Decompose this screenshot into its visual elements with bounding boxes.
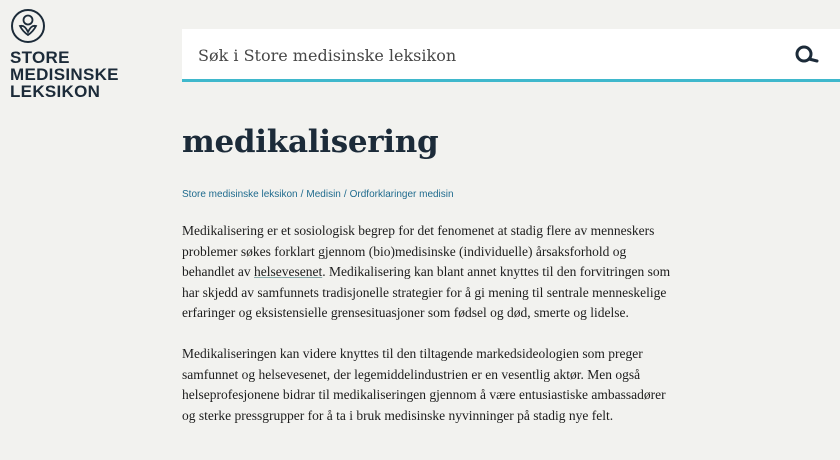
logo-icon (10, 8, 46, 44)
logo-line-1: STORE (10, 48, 70, 67)
breadcrumb-item-medisin[interactable]: Medisin (306, 189, 341, 200)
breadcrumb-separator: / (300, 189, 304, 200)
logo-line-3: LEKSIKON (10, 82, 101, 101)
helsevesenet-link[interactable]: helsevesenet (253, 264, 323, 280)
logo-line-2: MEDISINSKE (10, 65, 119, 84)
article-paragraph-1 (182, 221, 682, 324)
search-input[interactable] (198, 42, 758, 68)
paragraph-text: Medikalisering er et sosiologisk begrep for det fenomenet at stadig flere av menneskers problemer søkes forklart gjennom (bio)medisinske (individuelle) årsaksforhold og behandlet av (182, 223, 655, 280)
article-body (182, 221, 682, 446)
article-paragraph-2: Medikaliseringen kan videre knyttes til den tiltagende markedsideologien som preger samfunnet og helsevesenet, der legemiddelindustrien er en vesentlig aktør. Men også helseprofesjonene bidrar til medikaliseringen gjennom å være entusiastiske ambassadører og sterke pressgrupper for å ta i bruk medisinske nyvinninger på stadig nye felt. (182, 345, 666, 423)
site-logo[interactable] (10, 8, 160, 100)
search-icon[interactable] (794, 44, 820, 66)
logo-wordmark (10, 49, 160, 100)
breadcrumb-item-ordforklaringer[interactable]: Ordforklaringer medisin (349, 189, 454, 200)
search-bar (182, 29, 840, 82)
paragraph-text: . Medikalisering kan blant annet knyttes til den forvitringen som har skjedd av samfunnets tradisjonelle strategier for å gi mening til sentrale menneskelige erfaringer og eksistensielle grensesituasjoner som fødsel og død, smerte og lidelse. (182, 264, 671, 321)
page-title: medikalisering (182, 124, 439, 160)
breadcrumb-separator: / (343, 189, 347, 200)
breadcrumb-item-sml[interactable]: Store medisinske leksikon (182, 189, 298, 200)
breadcrumb (182, 189, 454, 200)
